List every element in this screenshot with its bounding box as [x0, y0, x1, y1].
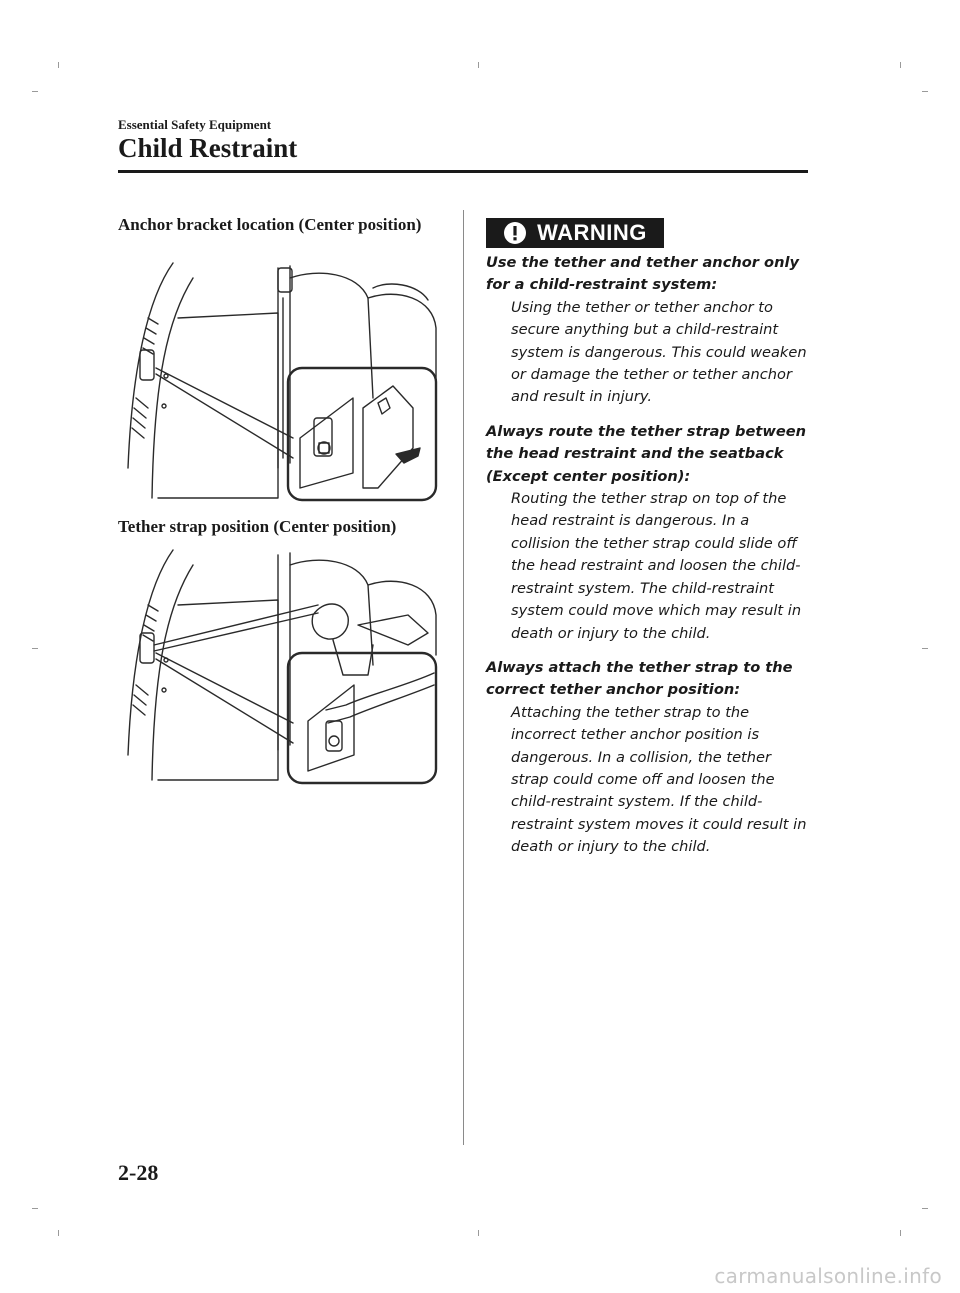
figure-caption-tether: Tether strap position (Center position)	[118, 517, 397, 536]
crop-mark	[478, 62, 479, 68]
warning-item	[486, 421, 808, 645]
crop-mark	[922, 91, 928, 92]
page-title: Child Restraint	[118, 133, 298, 163]
warning-heading: Use the tether and tether anchor only for a child-restraint system:	[486, 254, 799, 294]
section-label: Essential Safety Equipment	[118, 117, 272, 132]
warning-heading: Always route the tether strap between the head restraint and the seatback (Except center position):	[486, 422, 807, 485]
crop-mark	[900, 1230, 901, 1236]
crop-mark	[32, 1208, 38, 1209]
crop-mark	[58, 1230, 59, 1236]
warning-icon	[503, 221, 527, 245]
crop-mark	[922, 1208, 928, 1209]
anchor-bracket-illustration	[118, 258, 440, 503]
title-rule	[118, 170, 808, 173]
figure-caption-anchor: Anchor bracket location (Center position)	[118, 215, 422, 234]
crop-mark	[32, 91, 38, 92]
crop-mark	[58, 62, 59, 68]
page-number: 2-28	[118, 1160, 159, 1185]
warning-badge	[486, 218, 664, 248]
tether-strap-illustration	[118, 545, 440, 785]
crop-mark	[900, 62, 901, 68]
warning-item	[486, 657, 808, 859]
watermark: carmanualsonline.info	[714, 1264, 942, 1288]
crop-mark	[32, 648, 38, 649]
crop-mark	[922, 648, 928, 649]
warning-item	[486, 252, 808, 409]
column-divider	[463, 210, 464, 1145]
warning-heading: Always attach the tether strap to the correct tether anchor position:	[486, 658, 793, 699]
warning-body: Attaching the tether strap to the incorrect tether anchor position is dangerous. In a collision, the tether strap could come off and loosen the child-restraint system. If the child-restraint system moves it could result in death or injury to the child.	[511, 703, 807, 856]
warning-label: WARNING	[537, 220, 647, 245]
crop-mark	[478, 1230, 479, 1236]
warning-body: Using the tether or tether anchor to secure anything but a child-restraint system is dangerous. This could weaken or damage the tether or tether anchor and result in injury.	[511, 298, 807, 406]
warning-list	[486, 252, 808, 871]
warning-body: Routing the tether strap on top of the head restraint is dangerous. In a collision the tether strap could slide off the head restraint and loosen the child-restraint system. The child-restraint system could move which may result in death or injury to the child.	[511, 490, 802, 642]
